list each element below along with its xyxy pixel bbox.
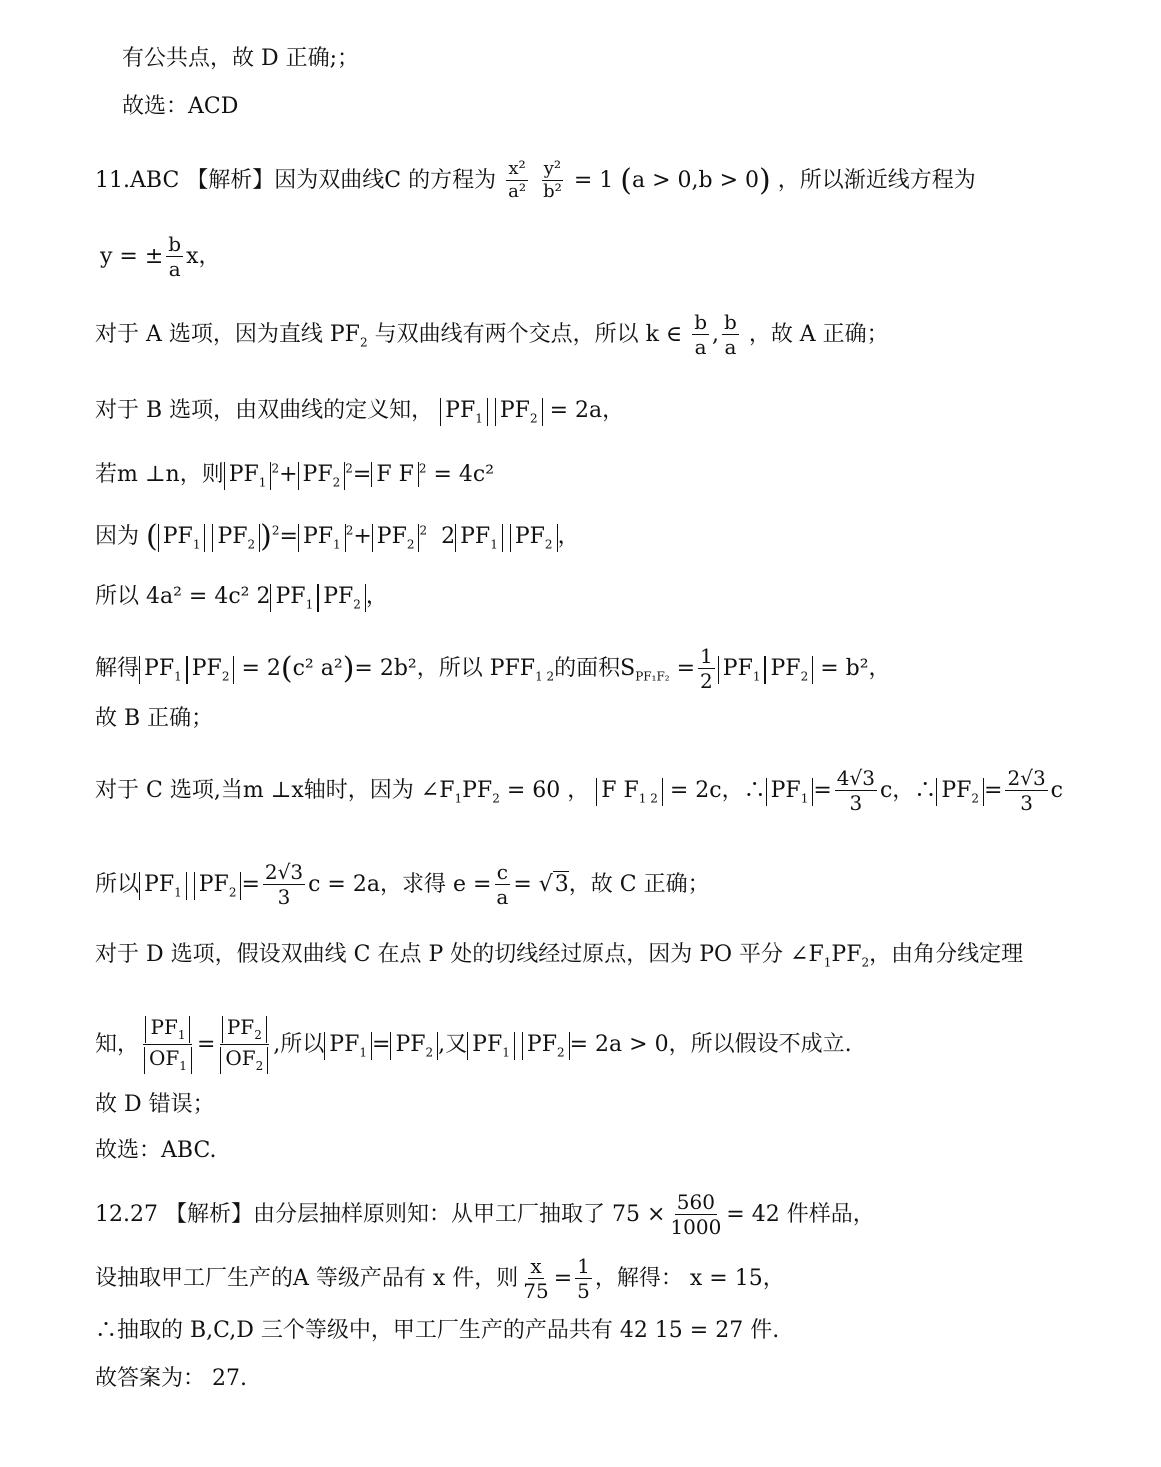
abs-pf2 [372,524,420,552]
line-q12-intro [95,1192,875,1238]
fraction-x-75 [521,1256,550,1302]
line-option-a [95,312,889,358]
abs-pf2 [212,524,260,552]
sub-1: 1 [752,669,761,684]
numerator: 2√3 [1007,766,1046,790]
denominator [218,1045,270,1074]
coef-2: 2 [441,524,456,549]
sub-1: 1 [179,1058,187,1073]
line-option-d [95,944,1023,968]
sub-1: 1 [333,537,341,552]
option-a-text-a: 对于 A 选项，因为直线 PF [95,322,360,347]
pf: PF [144,656,175,681]
comma: , [712,322,719,347]
line-option-b [95,398,624,426]
perp-result: = 4c² [433,462,495,487]
line-b-correct: 故 B 正确； [95,706,214,731]
comma: ， [557,524,580,549]
abs-pf2 [936,778,984,806]
result-2b2: = 2b²，所以 PF [354,656,520,681]
sub-1: 1 [359,1045,368,1060]
pf: PF [460,524,491,549]
f-letter: F [519,656,536,681]
denominator: 5 [577,1279,590,1303]
numerator: b [694,310,707,334]
abs-of2 [220,1047,268,1074]
pf: PF [770,778,801,803]
sub-2: 2 [529,411,538,426]
numerator: 1 [577,1254,590,1278]
option-b-result: = 2a， [549,398,625,423]
paren-open: ( [280,651,293,686]
q11-eq-one: = 1 [573,167,614,193]
numerator: b [724,310,737,334]
abs-pf1 [270,584,318,612]
sub-12: 1 2 [535,669,555,684]
sub-1: 1 [177,1028,186,1042]
line-option-c [95,768,1063,814]
equals: = [676,656,696,681]
denominator: 75 [523,1279,549,1303]
line-q11-intro [95,160,976,202]
c-therefore: c，∴ [879,778,937,803]
denominator: a [724,335,737,359]
line-therefore [95,584,388,612]
fraction-b-a-2 [722,312,739,358]
pf: PF [198,872,229,897]
fraction-2sqrt3-3 [1005,768,1047,814]
contradiction-text: = 2a > 0，所以假设不成立. [569,1031,852,1057]
pf: PF [162,524,193,549]
numerator [143,1016,192,1045]
numerator: 1 [700,644,713,668]
q12-text: 12.27 【解析】由分层抽样原则知：从甲工厂抽取了 75 × [95,1202,666,1227]
q11-condition: a > 0,b > 0 [631,167,759,193]
option-b-text: 对于 B 选项，由双曲线的定义知， [95,398,434,423]
abs-pf1 [718,656,766,684]
denominator: a² [508,180,527,202]
sub-2: 2 [247,537,256,552]
sub-2: 2 [228,885,237,900]
plus: + [279,462,298,487]
know-text: 知， [95,1031,140,1057]
denominator: 3 [277,885,291,909]
sub-1: 1 [502,1045,510,1060]
line-perpendicular [95,462,494,490]
equals: = [372,1031,391,1057]
abs-pf1 [440,398,488,426]
sub-12: 1 2 [638,791,658,806]
line-solve-area [95,646,891,692]
paren-close: ) [260,519,272,554]
line-asymptote [100,234,221,280]
abs-of1 [144,1047,192,1074]
of: OF [149,1045,180,1070]
paren-open: ( [146,519,158,554]
numerator: b [168,232,182,256]
angle-60: = 60 ， [506,778,590,803]
abs-f1f2 [596,778,663,806]
numerator: x² [508,158,526,179]
sub-1: 1 [475,411,483,426]
area-subscript: PF₁F₂ [635,669,670,684]
denominator: a [496,885,509,909]
so-text: ,所以 [273,1031,325,1057]
pf: PF [217,524,248,549]
square: 2 [345,523,354,538]
sub-2: 2 [221,669,230,684]
sub-1: 1 [454,791,463,806]
sub-2: 2 [406,537,415,552]
pf: PF [302,524,334,549]
sub-1: 1 [823,955,832,970]
c-correct: ，故 C 正确； [568,872,710,897]
abs-pf1 [298,524,346,552]
sub-2: 2 [425,1045,434,1060]
denominator [142,1045,194,1074]
solve-text: 解得 [95,656,140,681]
c-letter: c [1050,778,1063,803]
abs-pf1 [766,778,814,806]
fraction-b-a-1 [692,312,709,358]
abs-pf1 [145,1016,190,1043]
pf: PF [722,656,753,681]
comma: ， [365,584,388,609]
asymptote-rhs: x， [186,244,221,269]
sub-1: 1 [192,537,201,552]
pf: PF [329,1031,360,1057]
abs-pf1 [467,1032,515,1060]
sub-2: 2 [544,537,553,552]
pf: PF [150,1015,178,1039]
equals: = [279,524,298,549]
line-answer-abc: 故选：ABC. [95,1138,217,1163]
abs-pf1 [224,462,272,490]
fraction-c-a [494,862,510,908]
q12-solve-text: 设抽取甲工厂生产的A 等级产品有 x 件，则 [95,1266,519,1291]
abs-pf2 [390,1032,438,1060]
sub-2: 2 [556,1045,565,1060]
square: 2 [418,461,427,476]
c2-a2: c² a² [292,656,343,681]
pf: PF [226,1015,255,1039]
equals: = [352,462,372,487]
numerator: x [530,1254,542,1278]
sub-1: 1 [305,597,314,612]
q12-result: = 42 件样品， [726,1202,875,1227]
equals: = [196,1031,216,1057]
abs-pf2 [522,1032,570,1060]
pf: PF [831,942,862,967]
sub-1: 1 [174,669,182,684]
pf: PF [376,524,407,549]
abs-pf2 [318,584,366,612]
sub-2: 2 [800,669,809,684]
pf: PF [144,872,175,897]
paren-close: ) [759,162,771,198]
pf: PF [445,398,476,423]
sub-2: 2 [255,1058,264,1073]
line-c-result [95,862,710,908]
eq-2c: = 2c，∴ [669,778,766,803]
square: 2 [271,523,280,538]
line-bisector-result [95,1016,852,1074]
plus: + [353,524,372,549]
sub-2: 2 [971,791,980,806]
pf: PF [514,524,545,549]
denominator: 1000 [670,1215,722,1239]
q11-text-d: ，所以渐近线方程为 [777,167,976,193]
fraction-560-1000 [668,1192,723,1238]
fraction-pf1-of1 [142,1016,194,1074]
fraction-pf2-of2 [218,1016,270,1074]
paren-close: ) [342,651,355,686]
abs-pf1 [139,872,187,900]
pf: PF [323,584,354,609]
subscript: 2 [359,335,368,350]
pf: PF [302,462,333,487]
pf: PF [472,1031,503,1057]
line-d-conclusion: 有公共点，故 D 正确;； [122,46,360,71]
also-text: ,又 [438,1031,468,1057]
therefore-text: 所以 4a² = 4c² 2 [95,584,271,609]
square: 2 [419,523,428,538]
sqrt-content: 3 [554,872,569,897]
sub-1: 1 [258,475,267,490]
fraction-1-2 [698,646,715,692]
area-result: = b²， [820,656,891,681]
numerator: 4√3 [836,766,875,790]
pf: PF [275,584,306,609]
pf: PF [941,778,972,803]
abs-pf2 [298,462,346,490]
line-answer-acd: 故选：ACD [122,94,239,119]
abs-pf1 [455,524,503,552]
fraction-2sqrt3-3 [263,862,305,908]
line-q12-count: ∴抽取的 B,C,D 三个等级中，甲工厂生产的产品共有 42 15 = 27 件. [95,1318,780,1343]
line-d-wrong: 故 D 错误； [95,1092,215,1117]
q11-text-a: 11.ABC 【解析】因为双曲线C 的方程为 [95,167,497,193]
denominator: 3 [849,791,863,815]
ff: F F [376,462,414,487]
numerator: 560 [676,1190,715,1214]
of: OF [225,1045,256,1070]
because-text: 因为 [95,524,140,549]
eq-2: = 2 [241,656,281,681]
numerator [220,1016,269,1045]
fraction-y2-b2 [541,160,564,202]
so-text: 所以 [95,872,140,897]
abs-pf1 [324,1032,372,1060]
pf: PF [462,778,493,803]
denominator: 3 [1020,791,1033,815]
denominator: b² [543,180,562,202]
equals: = [553,1266,573,1291]
fraction-x2-a2 [506,160,528,202]
abs-pf1 [139,656,187,684]
square: 2 [271,461,280,476]
option-a-text-b: 与双曲线有两个交点，所以 k ∈ [374,322,683,347]
equals: = [984,778,1003,803]
sub-1: 1 [800,791,809,806]
sub-1: 1 [490,537,498,552]
pf: PF [770,656,801,681]
eq-text: c = 2a，求得 e = [308,872,492,897]
fraction-b-a [166,234,183,280]
option-a-text-c: ，故 A 正确； [748,322,889,347]
equals: = [813,778,832,803]
line-q12-solve [95,1256,785,1302]
square: 2 [345,461,353,476]
abs-pf2 [194,872,242,900]
abs-pf2 [187,656,235,684]
angle-bisector-text: ，由角分线定理 [869,942,1024,967]
denominator: 2 [700,669,713,693]
pf: PF [191,656,222,681]
abs-pf2 [765,656,813,684]
pf: PF [526,1031,557,1057]
q12-solve-result: ，解得： x = 15， [594,1266,785,1291]
numerator: c [496,860,508,884]
equals: = [241,872,260,897]
asymptote-lhs: y = ± [100,244,164,269]
abs-pf2 [510,524,558,552]
sqrt-sign: √ [538,872,553,897]
pf: PF [395,1031,426,1057]
sub-1: 1 [174,885,182,900]
ff: F F [601,778,639,803]
abs-pf2 [495,398,543,426]
denominator: a [694,335,707,359]
perp-text: 若m ⊥n，则 [95,462,224,487]
equals: = [513,872,532,897]
fraction-4sqrt3-3 [835,768,877,814]
numerator: 2√3 [264,860,304,884]
pf: PF [228,462,259,487]
pf: PF [499,398,530,423]
sub-2: 2 [861,955,870,970]
option-d-text: 对于 D 选项，假设双曲线 C 在点 P 处的切线经过原点，因为 PO 平分 ∠F [95,942,824,967]
sub-2: 2 [332,475,341,490]
abs-pf2 [222,1016,267,1043]
abs-pf1 [158,524,206,552]
option-c-text: 对于 C 选项,当m ⊥x轴时，因为 ∠F [95,778,455,803]
line-answer-27: 故答案为： 27. [95,1366,247,1391]
paren-open: ( [620,162,632,198]
line-because [95,519,580,554]
sub-2: 2 [254,1028,262,1042]
denominator: a [168,257,181,281]
abs-f1f2 [371,462,419,487]
numerator: y² [543,158,562,179]
fraction-1-5 [575,1256,592,1302]
sub-2: 2 [353,597,361,612]
sub-2: 2 [492,791,500,806]
area-text: 的面积S [554,656,636,681]
